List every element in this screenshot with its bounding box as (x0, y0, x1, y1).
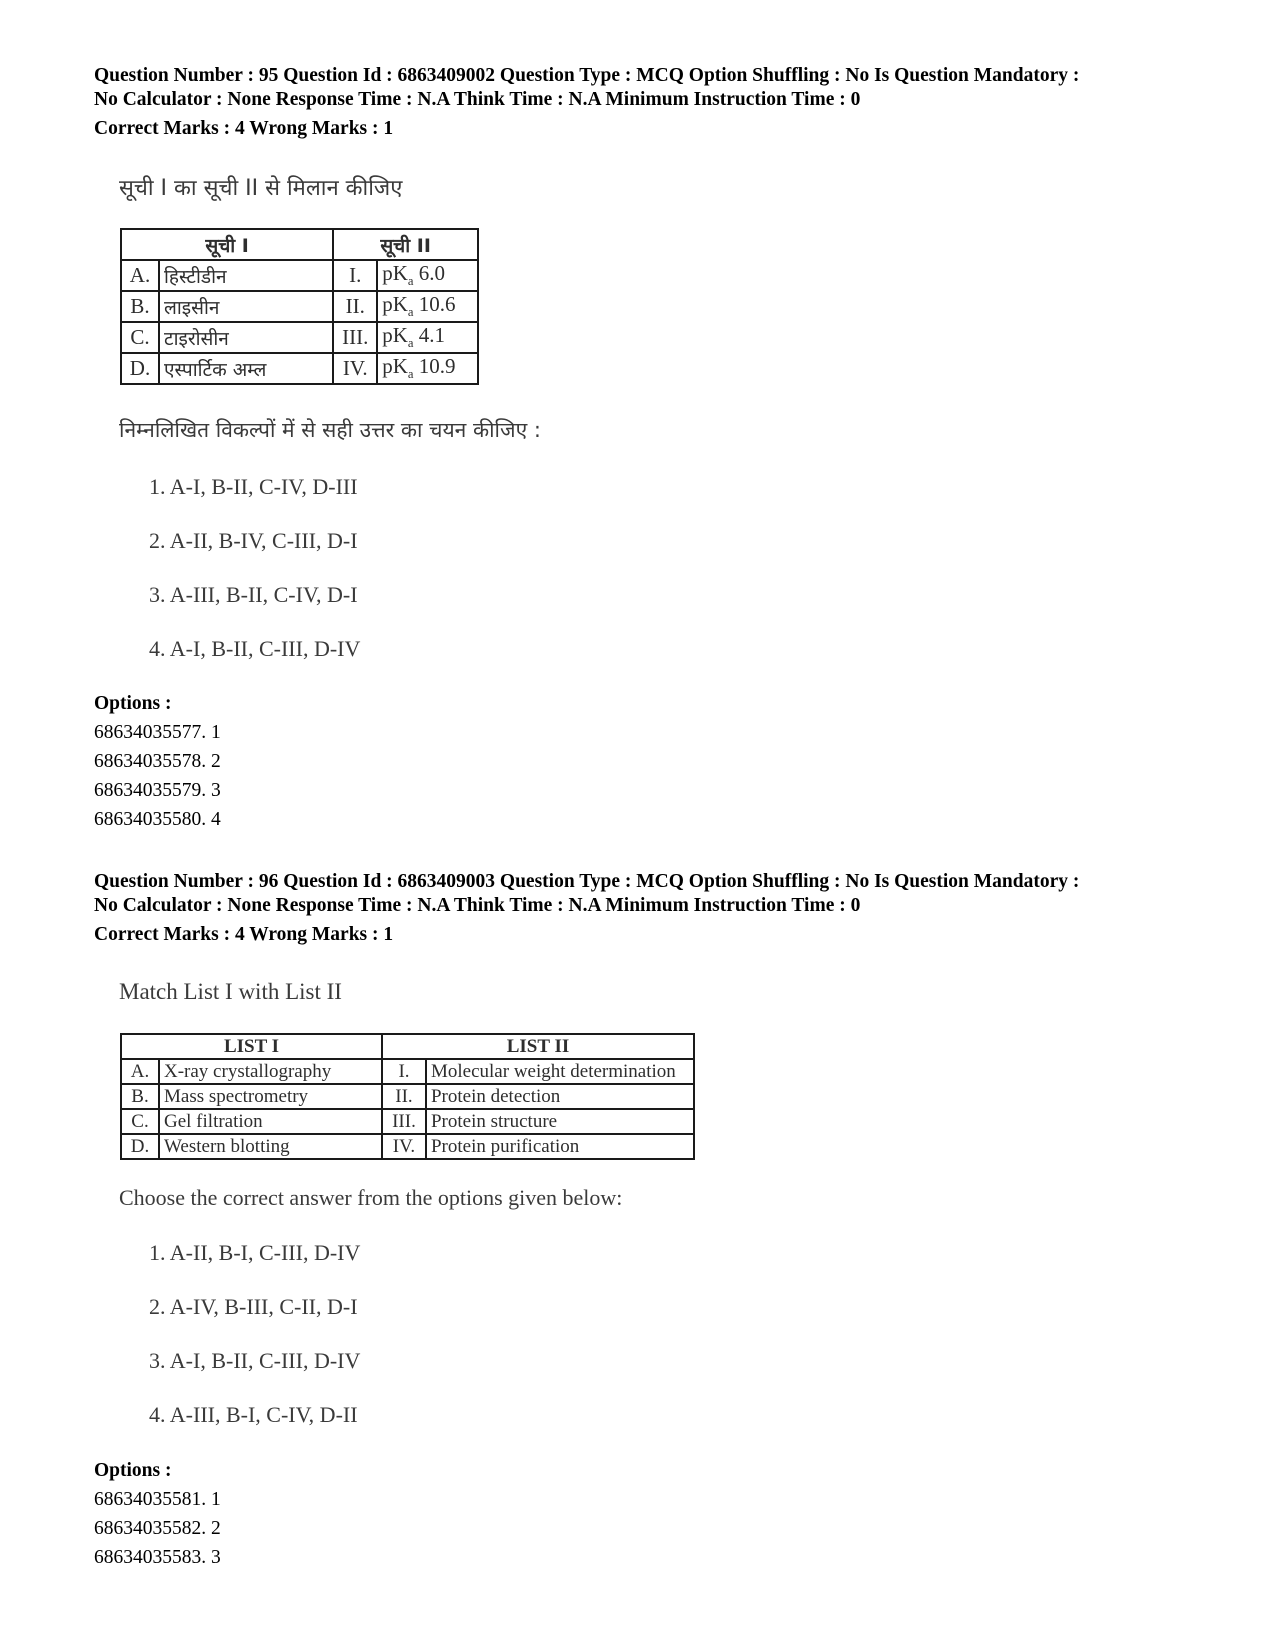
q95-instruction: निम्नलिखित विकल्पों में से सही उत्तर का चयन कीजिए : (119, 418, 541, 442)
row-index: B. (121, 1084, 159, 1109)
table-row (121, 291, 478, 322)
q96-meta-line2: No Calculator : None Response Time : N.A Think Time : N.A Minimum Instruction Time : 0 (94, 895, 861, 916)
list2-item: Protein detection (426, 1084, 694, 1109)
q95-prompt: सूची I का सूची II से मिलान कीजिए (119, 176, 403, 201)
q96-list2-header: LIST II (382, 1034, 694, 1059)
row-index: D. (121, 353, 159, 384)
q95-option-id: 68634035577. 1 (94, 722, 221, 743)
list2-item: Protein structure (426, 1109, 694, 1134)
q95-match-table (120, 228, 479, 385)
row-index: A. (121, 260, 159, 291)
list1-item: टाइरोसीन (159, 322, 333, 353)
row-index: C. (121, 1109, 159, 1134)
q96-instruction: Choose the correct answer from the options given below: (119, 1185, 623, 1210)
q95-list2-header: सूची II (333, 229, 478, 260)
list2-item: $pK_a$ 6.0 (377, 260, 478, 291)
table-row (121, 260, 478, 291)
list1-item: लाइसीन (159, 291, 333, 322)
q96-prompt: Match List I with List II (119, 979, 342, 1004)
row-index: III. (333, 322, 377, 353)
q95-list1-header: सूची I (121, 229, 333, 260)
list1-item: Gel filtration (159, 1109, 382, 1134)
row-index: III. (382, 1109, 426, 1134)
table-row (121, 322, 478, 353)
q96-choice-3: 3. A-I, B-II, C-III, D-IV (149, 1348, 361, 1373)
row-index: II. (382, 1084, 426, 1109)
q96-choice-4: 4. A-III, B-I, C-IV, D-II (149, 1402, 358, 1427)
row-index: II. (333, 291, 377, 322)
row-index: D. (121, 1134, 159, 1159)
row-index: IV. (333, 353, 377, 384)
row-index: C. (121, 322, 159, 353)
q95-option-id: 68634035580. 4 (94, 809, 221, 830)
table-row (121, 1109, 694, 1134)
table-row (121, 1084, 694, 1109)
q95-choice-3: 3. A-III, B-II, C-IV, D-I (149, 582, 358, 607)
q95-options-label: Options : (94, 693, 172, 714)
row-index: A. (121, 1059, 159, 1084)
list2-item: Protein purification (426, 1134, 694, 1159)
row-index: I. (382, 1059, 426, 1084)
list2-item: $pK_a$ 4.1 (377, 322, 478, 353)
q95-choice-4: 4. A-I, B-II, C-III, D-IV (149, 636, 361, 661)
list1-item: X-ray crystallography (159, 1059, 382, 1084)
list1-item: एस्पार्टिक अम्ल (159, 353, 333, 384)
table-row (121, 1134, 694, 1159)
q95-option-id: 68634035579. 3 (94, 780, 221, 801)
table-row (121, 353, 478, 384)
row-index: IV. (382, 1134, 426, 1159)
q96-meta-line1: Question Number : 96 Question Id : 6863409003 Question Type : MCQ Option Shuffling : No Is Question Mandatory : (94, 871, 1080, 892)
q96-match-table (120, 1033, 695, 1160)
list1-item: Western blotting (159, 1134, 382, 1159)
q96-list1-header: LIST I (121, 1034, 382, 1059)
q96-options-label: Options : (94, 1460, 172, 1481)
list2-item: $pK_a$ 10.9 (377, 353, 478, 384)
list2-item: $pK_a$ 10.6 (377, 291, 478, 322)
list1-item: Mass spectrometry (159, 1084, 382, 1109)
row-index: I. (333, 260, 377, 291)
list1-item: हिस्टीडीन (159, 260, 333, 291)
q96-option-id: 68634035582. 2 (94, 1518, 221, 1539)
table-row (121, 1059, 694, 1084)
q95-meta-line1: Question Number : 95 Question Id : 6863409002 Question Type : MCQ Option Shuffling : No Is Question Mandatory : (94, 65, 1080, 86)
q95-option-id: 68634035578. 2 (94, 751, 221, 772)
q96-choice-1: 1. A-II, B-I, C-III, D-IV (149, 1240, 361, 1265)
q96-choice-2: 2. A-IV, B-III, C-II, D-I (149, 1294, 358, 1319)
q95-marks: Correct Marks : 4 Wrong Marks : 1 (94, 118, 394, 139)
row-index: B. (121, 291, 159, 322)
q95-choice-1: 1. A-I, B-II, C-IV, D-III (149, 474, 358, 499)
q95-choice-2: 2. A-II, B-IV, C-III, D-I (149, 528, 358, 553)
q96-marks: Correct Marks : 4 Wrong Marks : 1 (94, 924, 394, 945)
q96-option-id: 68634035583. 3 (94, 1547, 221, 1568)
q96-option-id: 68634035581. 1 (94, 1489, 221, 1510)
q95-meta-line2: No Calculator : None Response Time : N.A Think Time : N.A Minimum Instruction Time : 0 (94, 89, 861, 110)
list2-item: Molecular weight determination (426, 1059, 694, 1084)
